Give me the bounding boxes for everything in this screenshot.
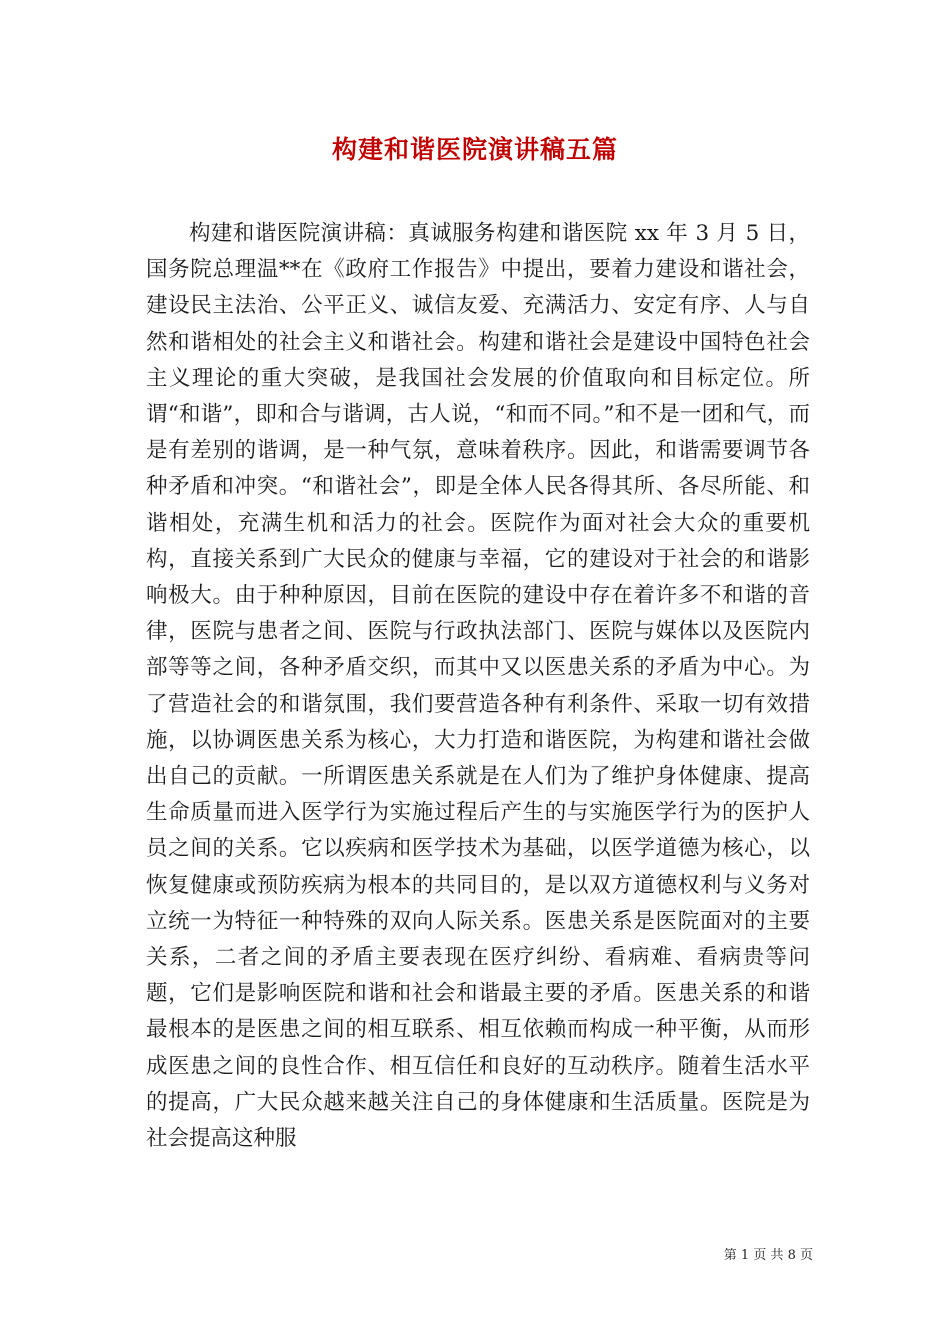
document-title: 构建和谐医院演讲稿五篇 [331, 135, 618, 164]
page-number-footer: 第 1 页 共 8 页 [723, 1248, 813, 1263]
body-paragraph: 构建和谐医院演讲稿：真诚服务构建和谐医院 xx 年 3 月 5 日，国务院总理温**在《政府工作报告》中提出，要着力建设和谐社会，建设民主法治、公平正义、诚信友爱、充满活力、安定有序、人与自然和谐相处的社会主义和谐社会。构建和谐社会是建设中国特色社会主义理论的重大突破，是我国社会发展的价值取向和目标定位。所谓“和谐”，即和合与谐调，古人说，“和而不同。”和不是一团和气，而是有差别的谐调，是一种气氛，意味着秩序。因此，和谐需要调节各种矛盾和冲突。“和谐社会”，即是全体人民各得其所、各尽所能、和谐相处，充满生机和活力的社会。医院作为面对社会大众的重要机构，直接关系到广大民众的健康与幸福，它的建设对于社会的和谐影响极大。由于种种原因，目前在医院的建设中存在着许多不和谐的音律，医院与患者之间、医院与行政执法部门、医院与媒体以及医院内部等等之间，各种矛盾交织，而其中又以医患关系的矛盾为中心。为了营造社会的和谐氛围，我们要营造各种有利条件、采取一切有效措施，以协调医患关系为核心，大力打造和谐医院，为构建和谐社会做出自己的贡献。一所谓医患关系就是在人们为了维护身体健康、提高生命质量而进入医学行为实施过程后产生的与实施医学行为的医护人员之间的关系。它以疾病和医学技术为基础，以医学道德为核心，以恢复健康或预防疾病为根本的共同目的，是以双方道德权利与义务对立统一为特征一种特殊的双向人际关系。医患关系是医院面对的主要关系，二者之间的矛盾主要表现在医疗纠纷、看病难、看病贵等问题，它们是影响医院和谐和社会和谐最主要的矛盾。医患关系的和谐最根本的是医患之间的相互联系、相互依赖而构成一种平衡，从而形成医患之间的良性合作、相互信任和良好的互动秩序。随着生活水平的提高，广大民众越来越关注自己的身体健康和生活质量。医院是为社会提高这种服 [146, 221, 810, 1152]
